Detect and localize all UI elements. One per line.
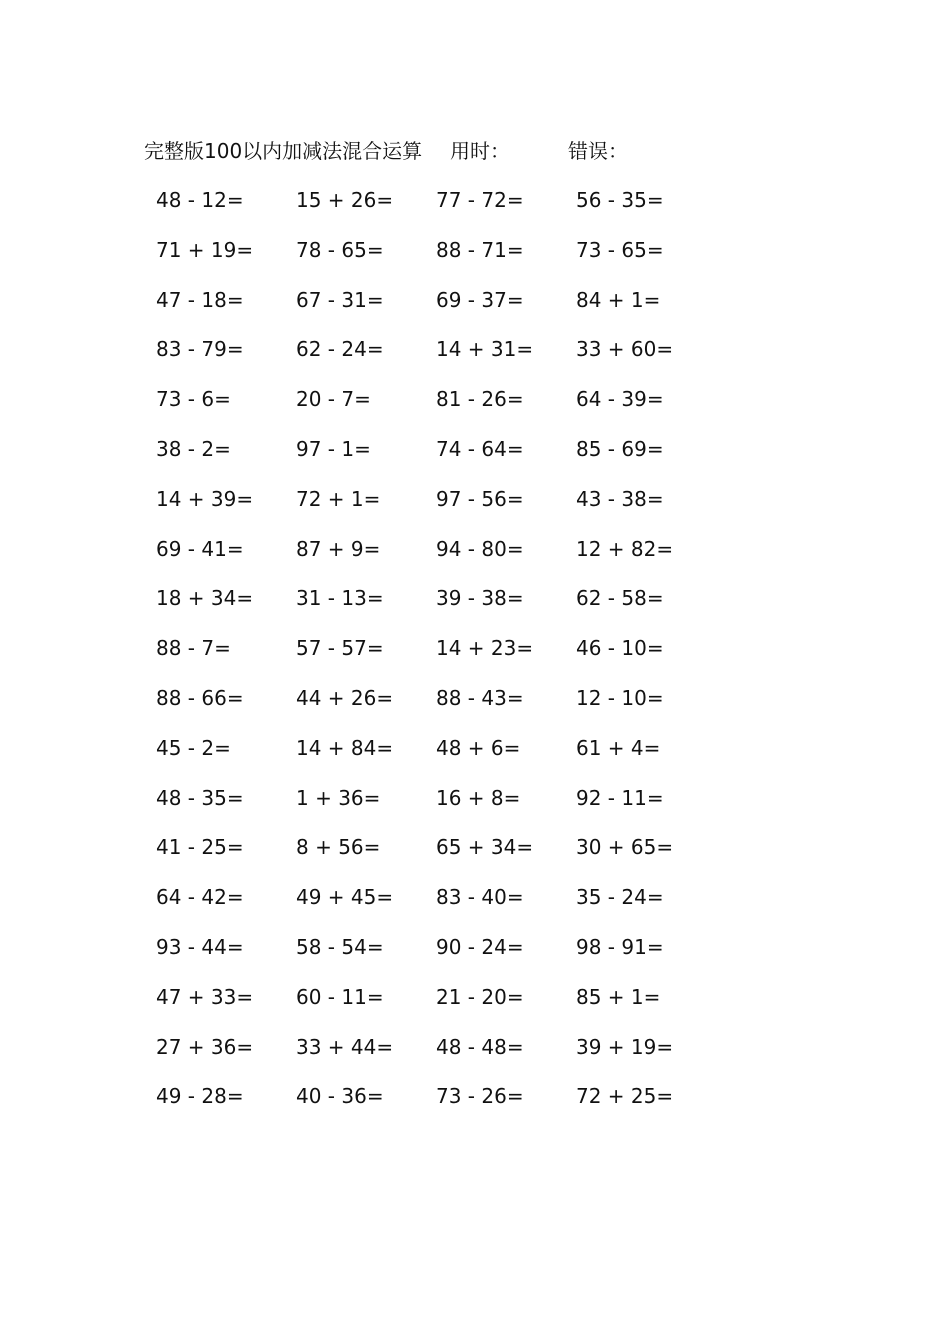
- problem-item: 57 - 57=: [296, 636, 384, 661]
- problem-item: 88 - 66=: [156, 685, 244, 710]
- problem-item: 60 - 11=: [296, 984, 384, 1009]
- problem-row: [0, 882, 950, 932]
- problem-row: [0, 783, 950, 833]
- problem-item: 49 - 28=: [156, 1084, 244, 1109]
- problem-item: 14 + 84=: [296, 735, 394, 760]
- problem-item: 93 - 44=: [156, 934, 244, 959]
- problem-item: 46 - 10=: [576, 636, 664, 661]
- problem-item: 58 - 54=: [296, 934, 384, 959]
- problem-item: 38 - 2=: [156, 436, 231, 461]
- problem-item: 88 - 43=: [436, 685, 524, 710]
- problem-item: 88 - 7=: [156, 636, 231, 661]
- problem-item: 97 - 56=: [436, 486, 524, 511]
- problem-item: 67 - 31=: [296, 287, 384, 312]
- problem-item: 73 - 26=: [436, 1084, 524, 1109]
- problem-row: [0, 384, 950, 434]
- problem-item: 88 - 71=: [436, 237, 524, 262]
- problem-item: 30 + 65=: [576, 835, 674, 860]
- problem-item: 48 - 48=: [436, 1034, 524, 1059]
- problem-item: 18 + 34=: [156, 586, 254, 611]
- problem-item: 15 + 26=: [296, 188, 394, 212]
- problem-item: 62 - 24=: [296, 337, 384, 362]
- problem-item: 64 - 39=: [576, 387, 664, 412]
- problem-item: 81 - 26=: [436, 387, 524, 412]
- problem-item: 44 + 26=: [296, 685, 394, 710]
- problem-item: 83 - 79=: [156, 337, 244, 362]
- problem-row: [0, 932, 950, 982]
- problem-row: [0, 683, 950, 733]
- problem-item: 78 - 65=: [296, 237, 384, 262]
- problem-item: 85 - 69=: [576, 436, 664, 461]
- problem-item: 84 + 1=: [576, 287, 661, 312]
- problem-item: 33 + 44=: [296, 1034, 394, 1059]
- problem-item: 62 - 58=: [576, 586, 664, 611]
- problem-item: 41 - 25=: [156, 835, 244, 860]
- problem-item: 48 - 35=: [156, 785, 244, 810]
- problem-row: [0, 633, 950, 683]
- problem-item: 14 + 23=: [436, 636, 534, 661]
- problem-item: 48 - 12=: [156, 188, 244, 212]
- problem-row: [0, 534, 950, 584]
- problem-item: 73 - 6=: [156, 387, 231, 412]
- problem-item: 74 - 64=: [436, 436, 524, 461]
- problem-row: [0, 334, 950, 384]
- problem-item: 16 + 8=: [436, 785, 521, 810]
- problem-row: [0, 583, 950, 633]
- problem-item: 56 - 35=: [576, 188, 664, 212]
- problem-row: [0, 1032, 950, 1082]
- problem-row: [0, 484, 950, 534]
- problem-item: 71 + 19=: [156, 237, 254, 262]
- errors-label: 错误：: [568, 139, 628, 163]
- problem-item: 72 + 1=: [296, 486, 381, 511]
- problem-item: 8 + 56=: [296, 835, 381, 860]
- problem-item: 21 - 20=: [436, 984, 524, 1009]
- problem-item: 14 + 39=: [156, 486, 254, 511]
- problem-item: 69 - 41=: [156, 536, 244, 561]
- problem-row: [0, 832, 950, 882]
- problem-item: 92 - 11=: [576, 785, 664, 810]
- problem-item: 1 + 36=: [296, 785, 381, 810]
- problem-item: 65 + 34=: [436, 835, 534, 860]
- problem-item: 69 - 37=: [436, 287, 524, 312]
- problem-item: 20 - 7=: [296, 387, 371, 412]
- problem-item: 35 - 24=: [576, 885, 664, 910]
- problem-item: 77 - 72=: [436, 188, 524, 212]
- problem-row: [0, 185, 950, 235]
- problem-row: [0, 1081, 950, 1131]
- problem-item: 47 + 33=: [156, 984, 254, 1009]
- problem-row: [0, 285, 950, 335]
- problem-item: 61 + 4=: [576, 735, 661, 760]
- problem-item: 40 - 36=: [296, 1084, 384, 1109]
- problem-item: 27 + 36=: [156, 1034, 254, 1059]
- problem-item: 14 + 31=: [436, 337, 534, 362]
- worksheet-header: [0, 136, 950, 166]
- problem-item: 12 + 82=: [576, 536, 674, 561]
- problem-item: 48 + 6=: [436, 735, 521, 760]
- problem-item: 49 + 45=: [296, 885, 394, 910]
- problem-item: 90 - 24=: [436, 934, 524, 959]
- problem-item: 73 - 65=: [576, 237, 664, 262]
- problem-item: 39 + 19=: [576, 1034, 674, 1059]
- problem-item: 31 - 13=: [296, 586, 384, 611]
- problem-item: 33 + 60=: [576, 337, 674, 362]
- problem-row: [0, 434, 950, 484]
- problem-item: 39 - 38=: [436, 586, 524, 611]
- problem-item: 98 - 91=: [576, 934, 664, 959]
- problem-item: 12 - 10=: [576, 685, 664, 710]
- problem-item: 45 - 2=: [156, 735, 231, 760]
- time-used-label: 用时：: [450, 139, 510, 163]
- problem-item: 85 + 1=: [576, 984, 661, 1009]
- problem-item: 94 - 80=: [436, 536, 524, 561]
- problem-item: 97 - 1=: [296, 436, 371, 461]
- problem-item: 47 - 18=: [156, 287, 244, 312]
- problem-item: 43 - 38=: [576, 486, 664, 511]
- problem-grid: [0, 185, 950, 1131]
- problem-row: [0, 982, 950, 1032]
- worksheet-title: 完整版100以内加减法混合运算: [144, 139, 423, 163]
- problem-row: [0, 733, 950, 783]
- problem-item: 64 - 42=: [156, 885, 244, 910]
- problem-item: 87 + 9=: [296, 536, 381, 561]
- problem-item: 83 - 40=: [436, 885, 524, 910]
- problem-item: 72 + 25=: [576, 1084, 674, 1109]
- problem-row: [0, 235, 950, 285]
